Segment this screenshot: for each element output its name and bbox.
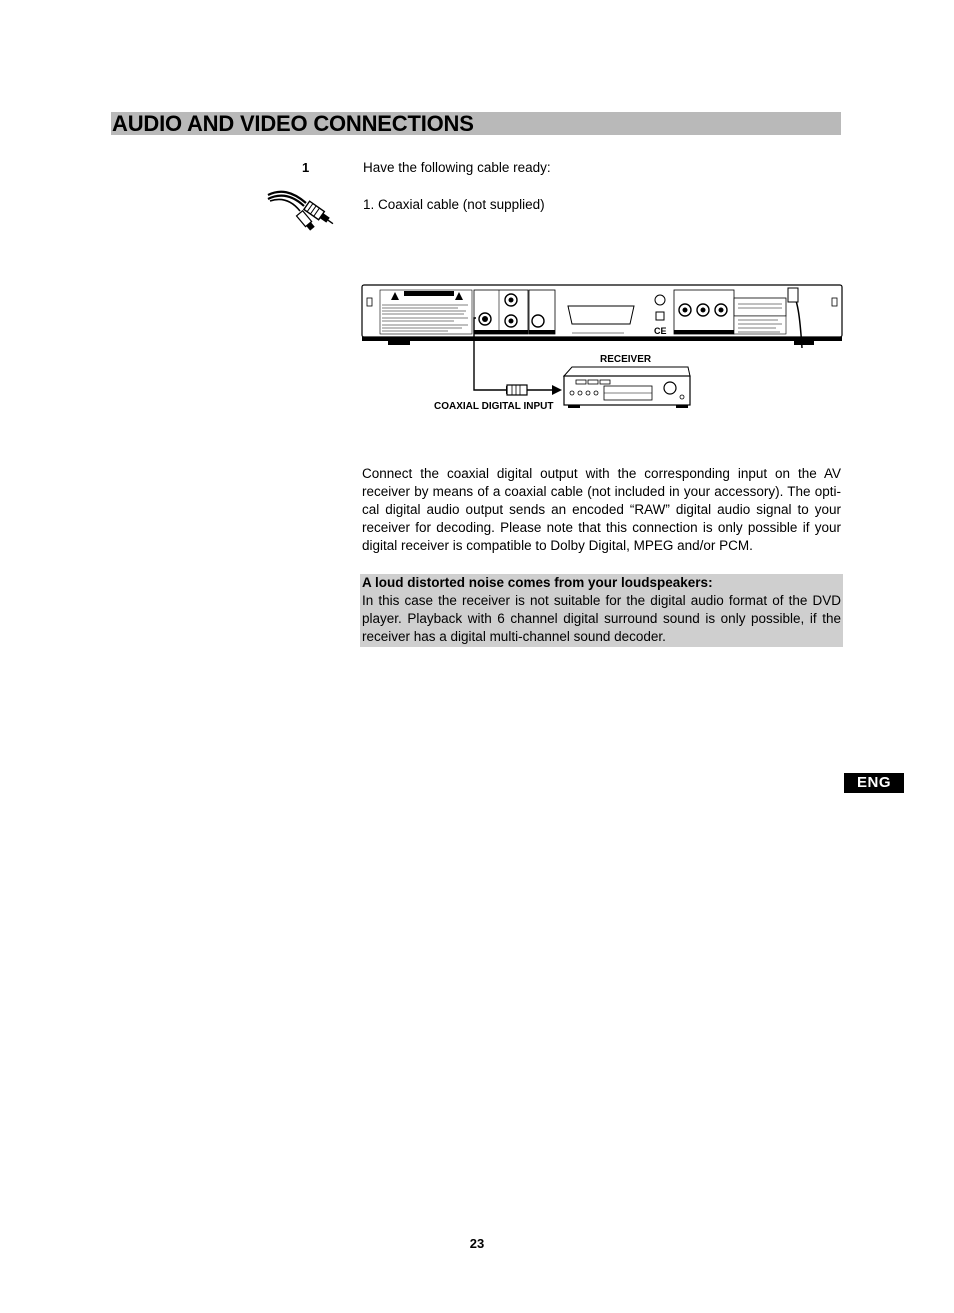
step-instruction: Have the following cable ready:: [363, 160, 551, 175]
svg-text:CE: CE: [654, 326, 667, 336]
receiver-illustration: [564, 367, 690, 408]
connection-diagram: [358, 278, 848, 418]
coaxial-digital-input-label: COAXIAL DIGITAL INPUT: [434, 401, 554, 412]
step-number: 1: [302, 160, 310, 175]
note-heading: A loud distorted noise comes from your loudspeakers:: [362, 575, 713, 590]
page-title: AUDIO AND VIDEO CONNECTIONS: [112, 111, 474, 136]
title-bar: [111, 112, 841, 135]
body-paragraph: Connect the coaxial digital output with the corresponding input on the AV receiver by means of a coaxial cable (not included in your accessory). The optical digital audio output sends an encoded “RAW” digital audio signal to your receiver for decoding. Please note that this connection is only possible if your digital receiver is compatible to Dolby Digital, MPEG and/or PCM.: [362, 466, 841, 553]
receiver-label: RECEIVER: [600, 354, 652, 365]
note-text: In this case the receiver is not suitable for the digital audio format of the DVD player. Playback with 6 channel digital surround sound is only possible, if the receiver has a digital multi-channel sound decoder.: [362, 593, 841, 644]
language-tab: ENG: [844, 773, 904, 793]
page-number: 23: [469, 1236, 485, 1251]
coaxial-cable-icon: [266, 187, 340, 233]
cable-item: 1. Coaxial cable (not supplied): [363, 197, 545, 212]
note-box: [360, 574, 843, 647]
